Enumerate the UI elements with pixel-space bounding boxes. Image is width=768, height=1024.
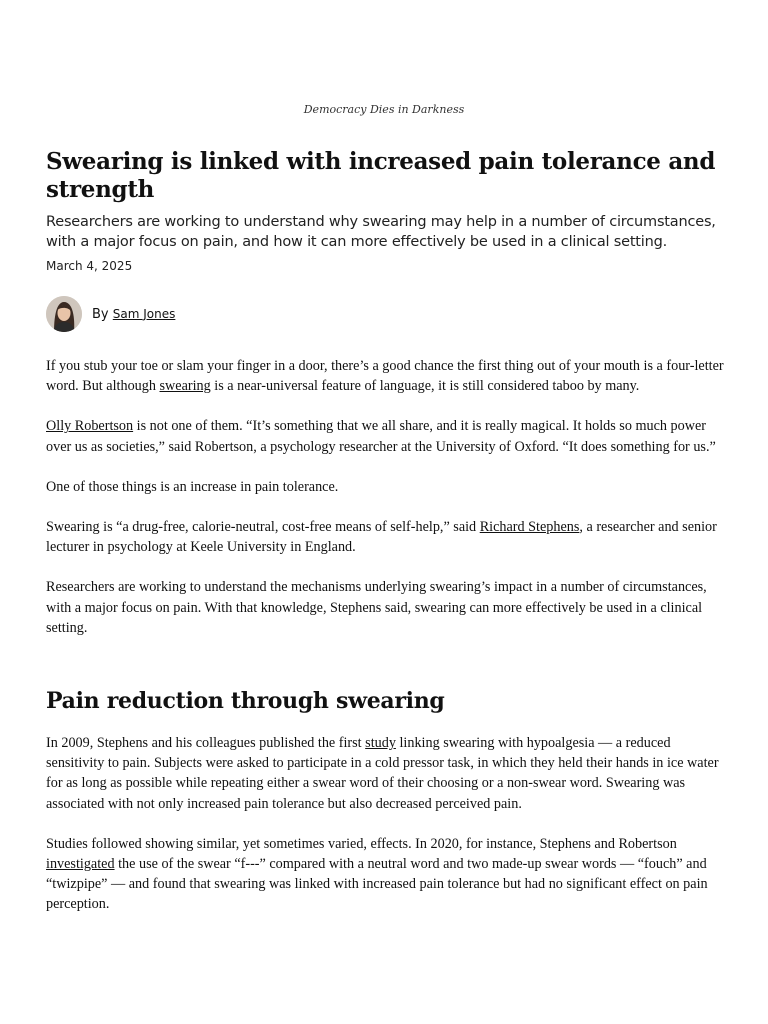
subheadline: Researchers are working to understand why swearing may help in a number of circumstances, with a major focus on pain, and how it can more effectively be used in a clinical setting. [46,214,716,250]
study-link[interactable]: study [365,735,396,752]
olly-robertson-link[interactable]: Olly Robertson [46,418,134,435]
section-heading: Pain reduction through swearing [46,688,445,715]
paragraph-3: One of those things is an increase in pain tolerance. [46,478,339,495]
paragraph-text: Swearing is “a drug-free, calorie-neutral, cost-free means of self-help,” said [46,519,480,536]
headline: Swearing is linked with increased pain tolerance and strength [46,148,716,203]
paragraph-6 [46,733,726,814]
investigated-link[interactable]: investigated [46,856,115,873]
paragraph-text: is a near-universal feature of language, it is still considered taboo by many. [210,378,640,395]
paragraph-text: If you stub your toe or slam your finger in a door, there’s a good chance the first thing out of your mouth is a four-letter word. But although [46,358,724,395]
paragraph-4 [46,517,726,557]
byline-prefix: By [92,306,109,322]
byline-text [92,307,175,322]
masthead-tagline: Democracy Dies in Darkness [303,103,465,116]
paragraph-text: the use of the swear “f---” compared with a neutral word and two made-up swear words — “fouch” and “twizpipe” — and found that swearing was linked with increased pain tolerance but had no significant effect on pain perception. [46,856,708,913]
paragraph-text: is not one of them. “It’s something that we all share, and it is really magical. It holds so much power over us as societies,” said Robertson, a psychology researcher at the University of Oxford. “It does something for us.” [46,418,716,455]
author-avatar[interactable] [46,296,82,332]
publish-date: March 4, 2025 [46,259,133,273]
article-body [46,356,726,935]
paragraph-text: linking swearing with hypoalgesia — a reduced sensitivity to pain. Subjects were asked to participate in a cold pressor task, in which they held their hands in ice water for as long as possible while repeating either a swear word of their choosing or a non-swear word. Swearing was associated with not only increased pain tolerance but also decreased perceived pain. [46,735,719,812]
paragraph-text: , a researcher and senior lecturer in psychology at Keele University in England. [46,519,717,556]
paragraph-text: Studies followed showing similar, yet sometimes varied, effects. In 2020, for instance, Stephens and Robertson [46,835,677,852]
author-link[interactable]: Sam Jones [112,306,176,321]
richard-stephens-link[interactable]: Richard Stephens [479,519,580,536]
paragraph-1 [46,356,726,396]
paragraph-7 [46,834,726,915]
paragraph-5: Researchers are working to understand the mechanisms underlying swearing’s impact in a number of circumstances, with a major focus on pain. With that knowledge, Stephens said, swearing can more effectively be used in a clinical setting. [46,579,707,636]
swearing-link[interactable]: swearing [159,378,211,395]
author-photo-icon [46,296,82,332]
byline [46,296,175,332]
paragraph-2 [46,416,726,456]
paragraph-text: In 2009, Stephens and his colleagues published the first [46,735,366,752]
